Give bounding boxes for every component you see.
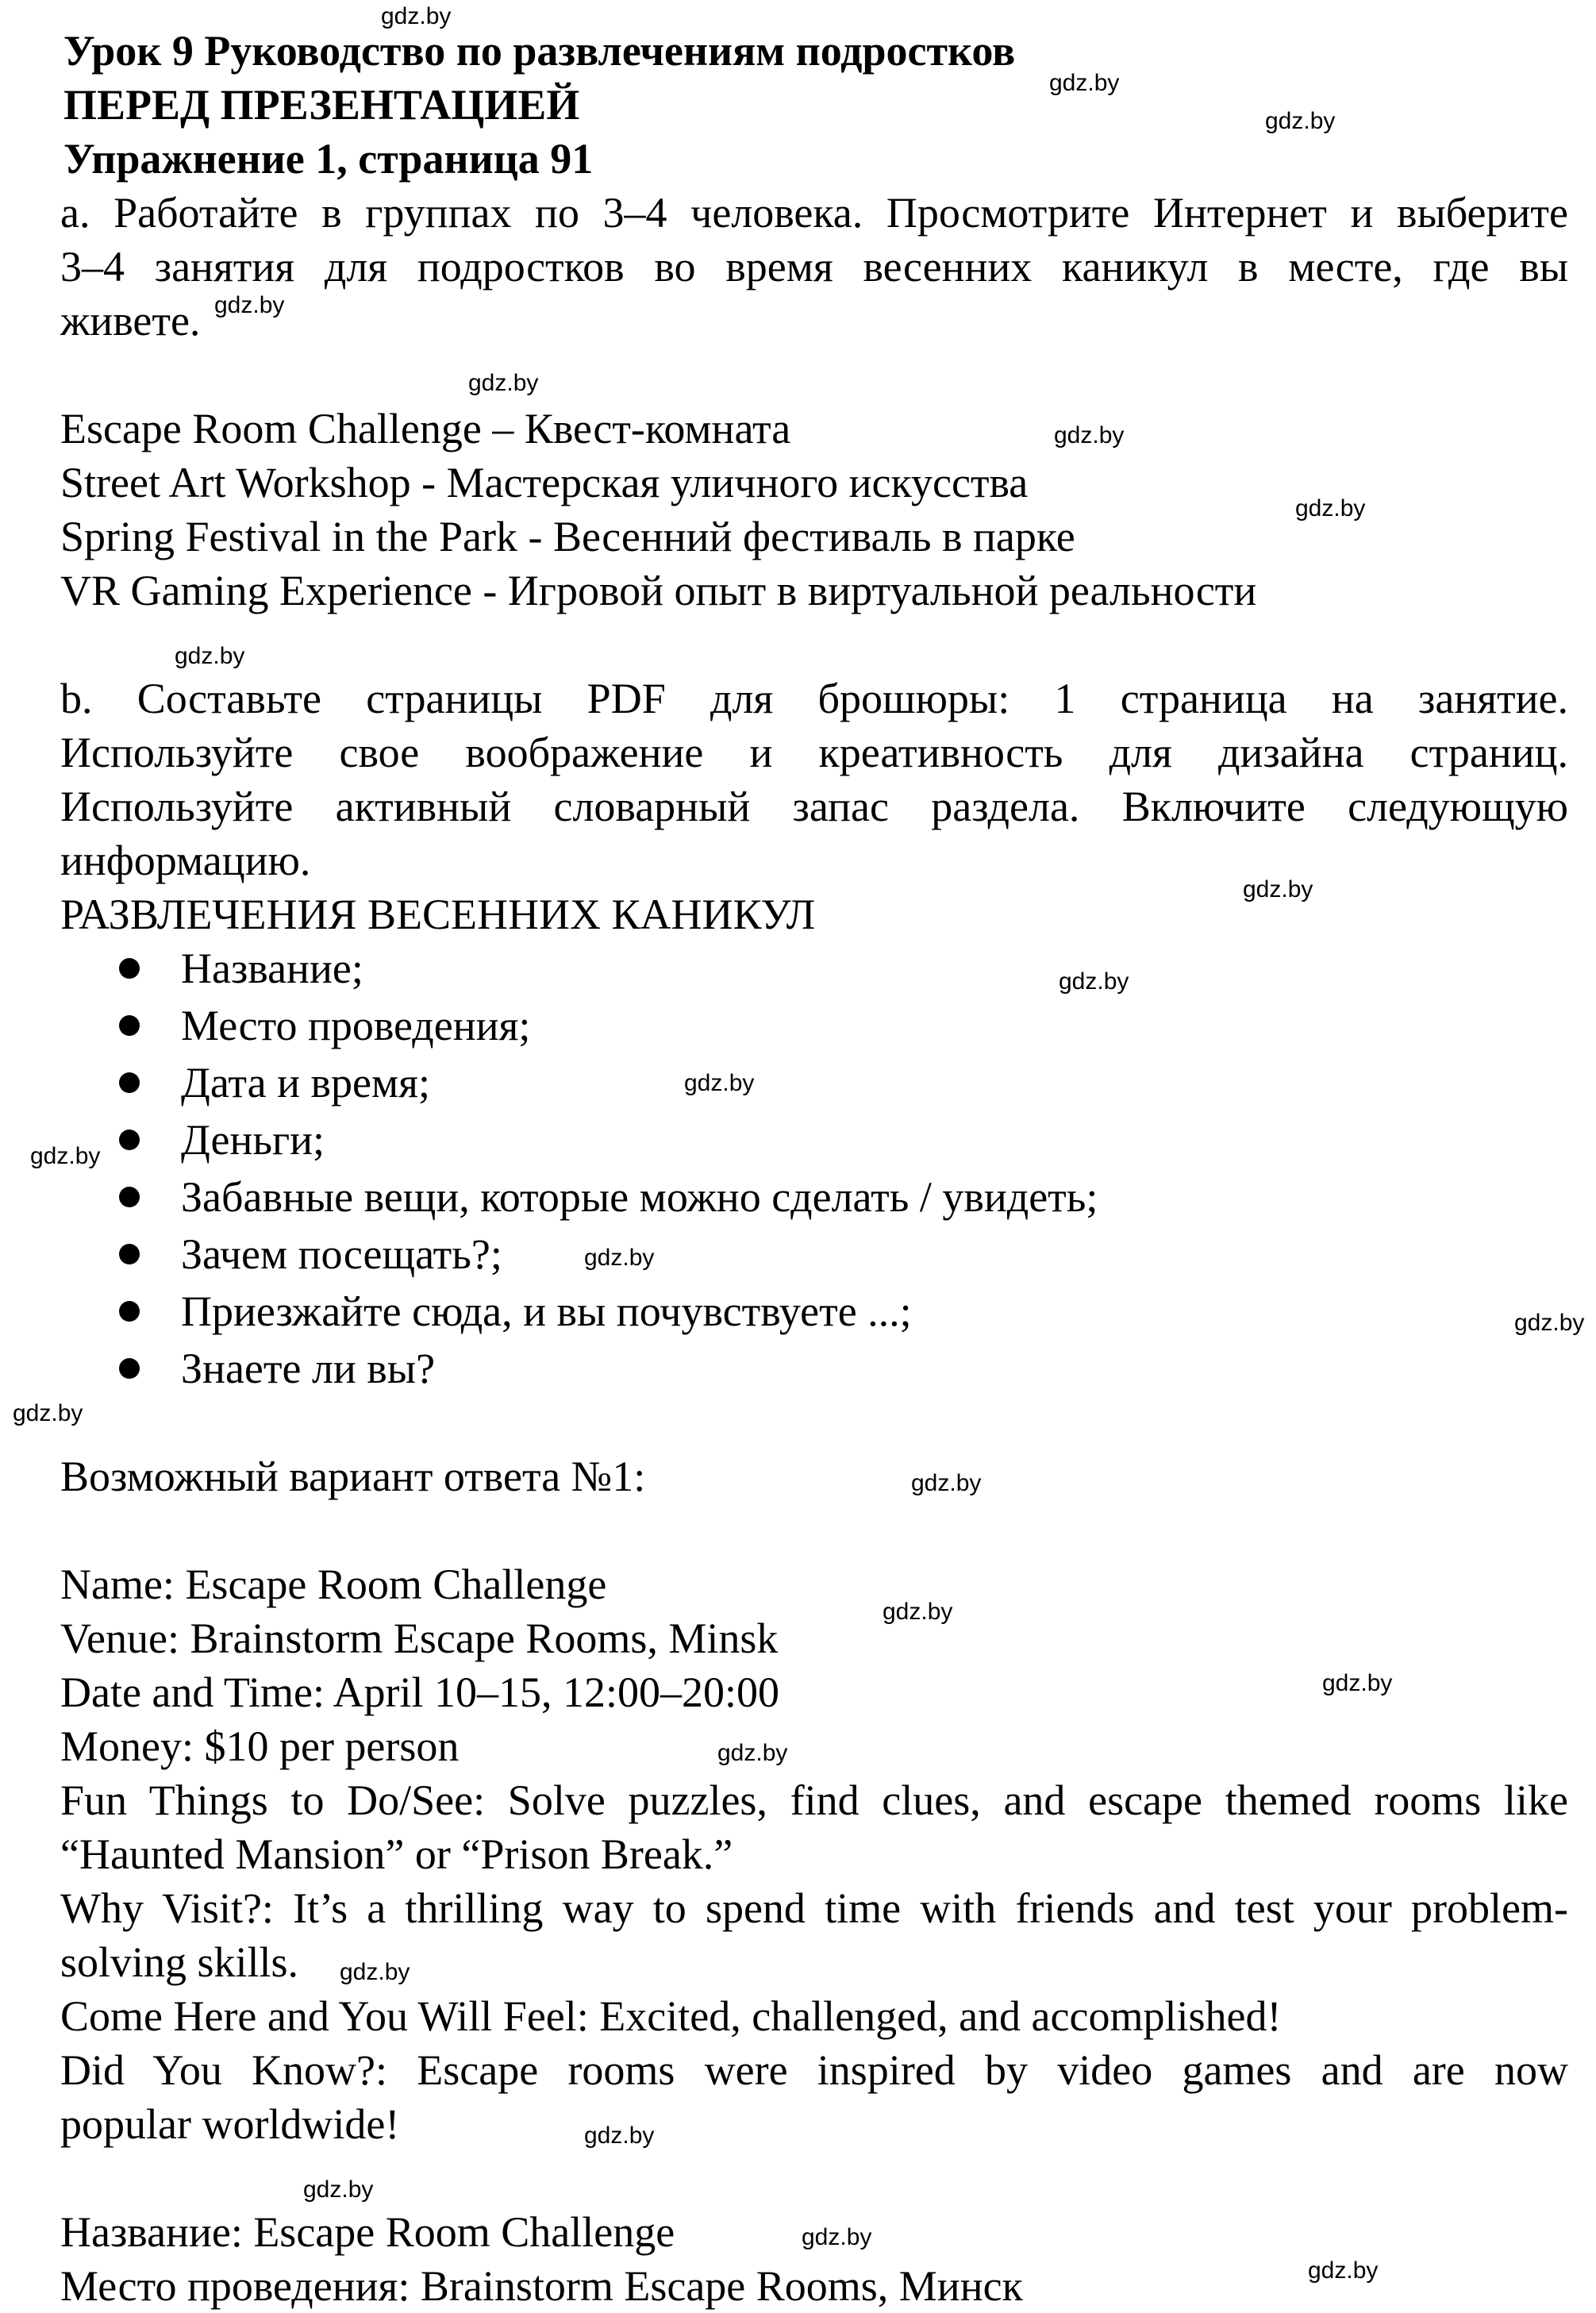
answer-why-line-2: solving skills. xyxy=(60,1938,299,1986)
answer-fun-line-1: Fun Things to Do/See: Solve puzzles, find clues, and escape themed rooms like xyxy=(60,1776,1568,1824)
watermark: gdz.by xyxy=(1295,495,1366,521)
watermark: gdz.by xyxy=(30,1143,101,1169)
task-a-line-2: 3–4 занятия для подростков во время весенних каникул в месте, где вы xyxy=(60,243,1568,291)
watermark: gdz.by xyxy=(175,643,245,669)
watermark: gdz.by xyxy=(802,2224,872,2250)
watermark: gdz.by xyxy=(13,1400,83,1426)
activity-item: Escape Room Challenge – Квест-комната xyxy=(60,405,791,452)
activity-item: Street Art Workshop - Мастерская уличного искусства xyxy=(60,459,1029,506)
task-a-line-1: a. Работайте в группах по 3–4 человека. Просмотрите Интернет и выберите xyxy=(60,189,1568,237)
bullet-icon xyxy=(119,1130,140,1150)
bullet-icon xyxy=(119,1301,140,1322)
bullet-item: Место проведения; xyxy=(181,1002,531,1049)
task-b-line-4: информацию. xyxy=(60,837,311,884)
watermark: gdz.by xyxy=(1243,876,1313,902)
bullet-item: Название; xyxy=(181,945,363,992)
bullet-icon xyxy=(119,1072,140,1093)
bullet-icon xyxy=(119,1015,140,1036)
watermark: gdz.by xyxy=(584,1245,655,1271)
watermark: gdz.by xyxy=(584,2122,655,2149)
activity-item: Spring Festival in the Park - Весенний фестиваль в парке xyxy=(60,513,1075,560)
watermark: gdz.by xyxy=(1322,1670,1393,1696)
brochure-heading: РАЗВЛЕЧЕНИЯ ВЕСЕННИХ КАНИКУЛ xyxy=(60,891,816,938)
task-b-line-2: Используйте свое воображение и креативность для дизайна страниц. xyxy=(60,729,1568,776)
answer-name: Name: Escape Room Challenge xyxy=(60,1561,607,1608)
activity-item: VR Gaming Experience - Игровой опыт в виртуальной реальности xyxy=(60,567,1257,614)
answer-fun-line-2: “Haunted Mansion” or “Prison Break.” xyxy=(60,1830,733,1878)
exercise-title: Упражнение 1, страница 91 xyxy=(63,135,594,183)
watermark: gdz.by xyxy=(214,292,285,318)
watermark: gdz.by xyxy=(1054,422,1125,448)
answer-venue: Venue: Brainstorm Escape Rooms, Minsk xyxy=(60,1614,779,1662)
answer-ru-venue: Место проведения: Brainstorm Escape Rooms, Минск xyxy=(60,2262,1023,2310)
bullet-item: Приезжайте сюда, и вы почувствуете ...; xyxy=(181,1287,912,1335)
answer-date: Date and Time: April 10–15, 12:00–20:00 xyxy=(60,1668,780,1716)
watermark: gdz.by xyxy=(1308,2257,1379,2284)
watermark: gdz.by xyxy=(303,2176,374,2203)
task-b-line-1: b. Составьте страницы PDF для брошюры: 1 страница на занятие. xyxy=(60,675,1568,722)
watermark: gdz.by xyxy=(684,1070,755,1096)
bullet-icon xyxy=(119,1358,140,1379)
watermark: gdz.by xyxy=(340,1959,410,1985)
watermark: gdz.by xyxy=(1059,968,1129,995)
answer-money: Money: $10 per person xyxy=(60,1722,460,1770)
watermark: gdz.by xyxy=(883,1599,953,1625)
bullet-icon xyxy=(119,1187,140,1207)
bullet-item: Забавные вещи, которые можно сделать / увидеть; xyxy=(181,1173,1098,1221)
watermark: gdz.by xyxy=(717,1740,788,1766)
section-title: ПЕРЕД ПРЕЗЕНТАЦИЕЙ xyxy=(63,81,580,129)
answer-why-line-1: Why Visit?: It’s a thrilling way to spend time with friends and test your problem- xyxy=(60,1884,1568,1932)
answer-ru-name: Название: Escape Room Challenge xyxy=(60,2208,675,2256)
answer-know-line-2: popular worldwide! xyxy=(60,2100,400,2148)
watermark: gdz.by xyxy=(381,3,452,29)
lesson-title: Урок 9 Руководство по развлечениям подростков xyxy=(63,27,1016,75)
watermark: gdz.by xyxy=(1514,1310,1585,1336)
bullet-icon xyxy=(119,958,140,979)
answer-feel: Come Here and You Will Feel: Excited, challenged, and accomplished! xyxy=(60,1992,1282,2040)
bullet-item: Знаете ли вы? xyxy=(181,1345,436,1392)
task-a-line-3: живете. xyxy=(60,297,201,344)
watermark: gdz.by xyxy=(911,1470,982,1496)
watermark: gdz.by xyxy=(468,370,539,396)
bullet-item: Деньги; xyxy=(181,1116,325,1164)
answer-heading: Возможный вариант ответа №1: xyxy=(60,1453,646,1500)
bullet-item: Дата и время; xyxy=(181,1059,431,1106)
task-b-line-3: Используйте активный словарный запас раздела. Включите следующую xyxy=(60,783,1568,830)
bullet-item: Зачем посещать?; xyxy=(181,1230,502,1278)
watermark: gdz.by xyxy=(1049,70,1120,96)
answer-know-line-1: Did You Know?: Escape rooms were inspired by video games and are now xyxy=(60,2046,1568,2094)
bullet-icon xyxy=(119,1244,140,1264)
watermark: gdz.by xyxy=(1265,108,1336,134)
